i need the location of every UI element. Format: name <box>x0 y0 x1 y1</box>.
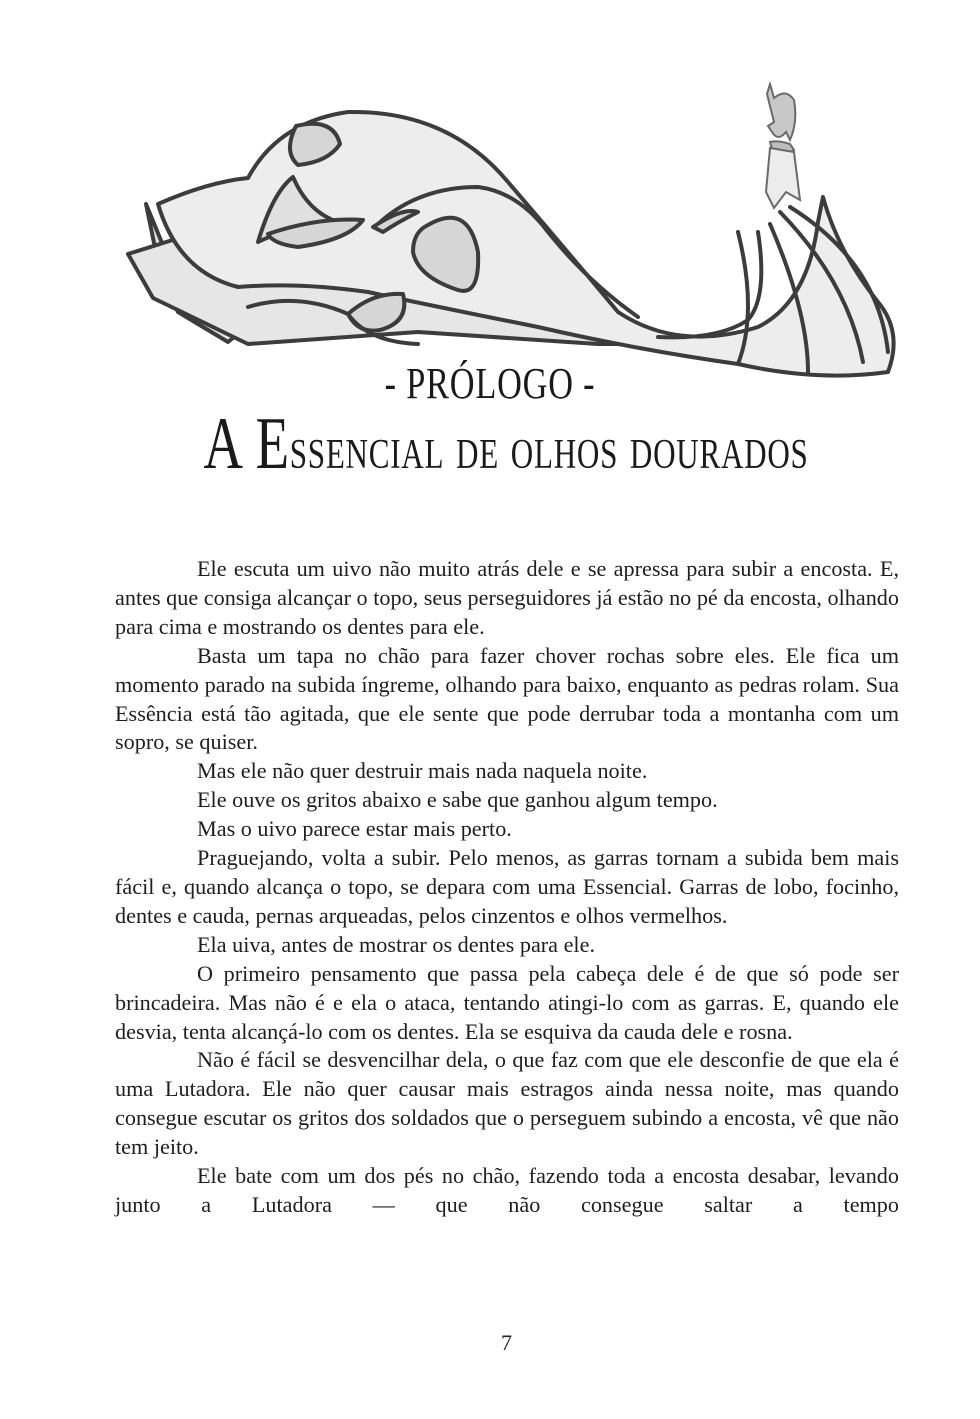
chapter-title-initial-a: A <box>203 403 244 485</box>
paragraph: Ele ouve os gritos abaixo e sabe que ganhou algum tempo. <box>197 787 718 813</box>
paragraph: Mas ele não quer destruir mais nada naquela noite. <box>197 758 648 784</box>
paragraph: O primeiro pensamento que passa pela cabeça dele é de que só pode ser brincadeira. Mas não é e ela o ataca, tentando atingi-lo com as garras. E, quando ele desvia, tenta alcançá-lo com os dentes. Ela se esquiva da cauda dele e rosna. <box>115 960 899 1044</box>
paragraph: Basta um tapa no chão para fazer chover rochas sobre eles. Ele fica um momento parado na subida íngreme, olhando para baixo, enquanto as pedras rolam. Sua Essência está tão agitada, que ele sente que pode derrubar toda a montanha com um sopro, se quiser. <box>115 642 899 755</box>
chapter-title-initial-e: E <box>255 403 290 485</box>
chapter-illustration <box>118 82 908 382</box>
page-number: 7 <box>501 1330 512 1355</box>
paragraph: Praguejando, volta a subir. Pelo menos, as garras tornam a subida bem mais fácil e, quando alcança o topo, se depara com uma Essencial. Garras de lobo, focinho, dentes e cauda, pernas arqueadas, pelos cinzentos e olhos vermelhos. <box>115 845 899 928</box>
chapter-title-rest: ssencial de olhos dourados <box>289 415 809 481</box>
chapter-label: - PRÓLOGO - <box>384 359 596 408</box>
paragraph: Ele escuta um uivo não muito atrás dele e se apressa para subir a encosta. E, antes que consiga alcançar o topo, seus perseguidores já estão no pé da encosta, olhando para cima e mostrando os dentes para ele. <box>115 556 899 639</box>
chapter-body <box>115 555 899 1220</box>
paragraph: Mas o uivo parece estar mais perto. <box>197 816 512 842</box>
paragraph: Não é fácil se desvencilhar dela, o que faz com que ele desconfie de que ela é uma Lutadora. Ele não quer causar mais estragos ainda nessa noite, mas quando consegue escutar os gritos dos soldados que o perseguem subindo a encosta, vê que não tem jeito. <box>115 1047 899 1160</box>
paragraph: Ele bate com um dos pés no chão, fazendo toda a encosta desabar, levando junto a Lutadora — que não consegue saltar a tempo <box>115 1163 899 1217</box>
chapter-title <box>132 403 881 485</box>
paragraph: Ela uiva, antes de mostrar os dentes para ele. <box>197 931 595 957</box>
